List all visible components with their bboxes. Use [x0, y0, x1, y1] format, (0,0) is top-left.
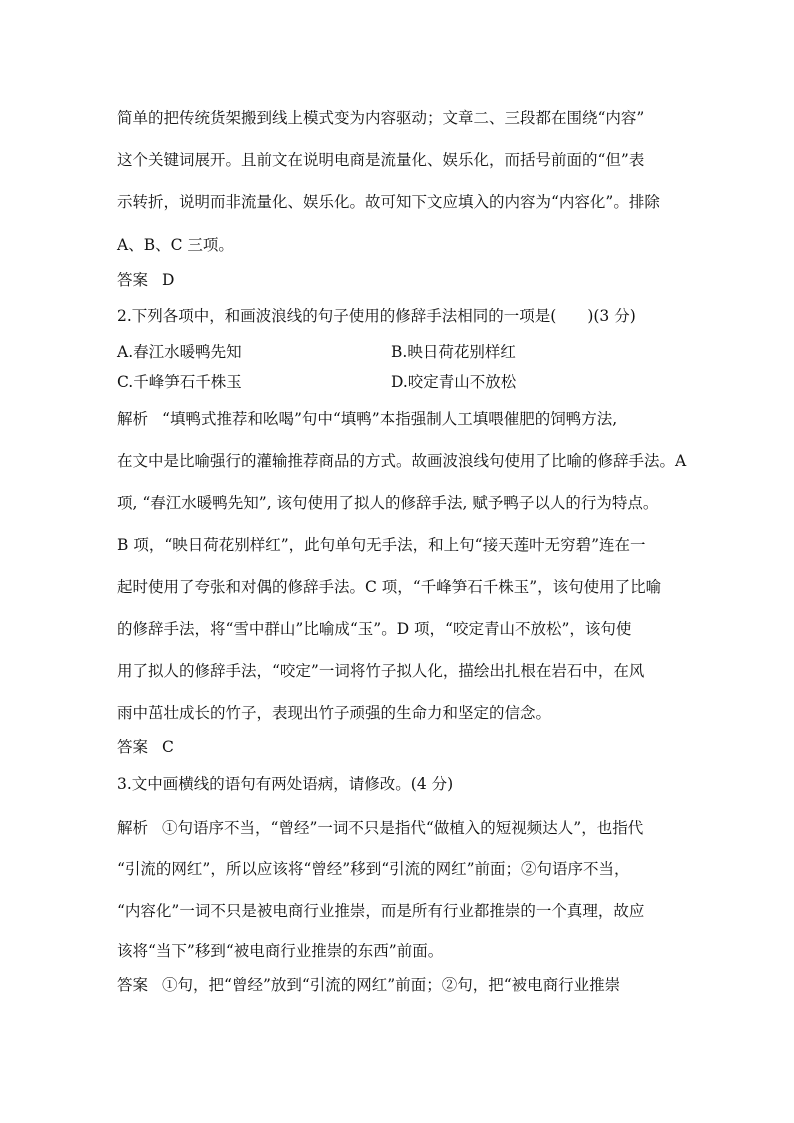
q2-analysis-line: 雨中茁壮成长的竹子，表现出竹子顽强的生命力和坚定的信念。 [117, 704, 552, 722]
q2-option-c: C.千峰笋石千株玉 [117, 373, 242, 391]
q3-question: 3.文中画横线的语句有两处语病，请修改。(4 分) [117, 775, 454, 793]
q2-analysis-line: 的修辞手法，将“雪中群山”比喻成“玉”。D 项，“咬定青山不放松”，该句使 [117, 620, 632, 638]
q2-analysis-line: B 项，“映日荷花别样红”，此句单句无手法，和上句“接天莲叶无穷碧”连在一 [117, 536, 646, 554]
q2-option-a: A.春江水暖鸭先知 [117, 343, 242, 361]
q1-answer [117, 270, 174, 290]
analysis-text: “填鸭式推荐和吆喝”句中“填鸭”本指强制人工填喂催肥的饲鸭方法, [162, 410, 618, 428]
q1-analysis-line: 简单的把传统货架搬到线上模式变为内容驱动；文章二、三段都在围绕“内容” [117, 109, 645, 127]
q3-analysis-line: “内容化”一词不只是被电商行业推崇，而是所有行业都推崇的一个真理，故应 [117, 902, 645, 920]
q1-analysis-line: A、B、C 三项。 [117, 236, 234, 254]
q3-analysis-line: “引流的网红”，所以应该将“曾经”移到“引流的网红”前面；②句语序不当， [117, 860, 630, 878]
q2-analysis-line [117, 409, 617, 429]
answer-label: 答案 [117, 976, 149, 994]
q1-analysis-line: 示转折，说明而非流量化、娱乐化。故可知下文应填入的内容为“内容化”。排除 [117, 193, 660, 211]
q2-analysis-line: 在文中是比喻强行的灌输推荐商品的方式。故画波浪线句使用了比喻的修辞手法。A [117, 452, 687, 470]
q3-analysis-line: 该将“当下”移到“被电商行业推崇的东西”前面。 [117, 942, 444, 960]
q2-analysis-line: 用了拟人的修辞手法，“咬定”一词将竹子拟人化，描绘出扎根在岩石中，在风 [117, 662, 645, 680]
answer-label: 答案 [117, 738, 149, 756]
q2-option-d: D.咬定青山不放松 [391, 373, 517, 391]
analysis-label: 解析 [117, 410, 149, 428]
answer-value: ①句，把“曾经”放到“引流的网红”前面；②句，把“被电商行业推崇 [162, 976, 621, 994]
q2-analysis-line: 项, “春江水暖鸭先知”, 该句使用了拟人的修辞手法, 赋予鸭子以人的行为特点。 [117, 494, 659, 512]
analysis-label: 解析 [117, 819, 149, 837]
answer-label: 答案 [117, 271, 149, 289]
q2-option-b: B.映日荷花别样红 [391, 343, 516, 361]
q3-analysis-line [117, 818, 643, 838]
q1-analysis-line: 这个关键词展开。且前文在说明电商是流量化、娱乐化，而括号前面的“但”表 [117, 151, 645, 169]
answer-value: C [162, 738, 174, 756]
q2-answer [117, 737, 174, 757]
answer-value: D [162, 271, 175, 289]
analysis-text: ①句语序不当，“曾经”一词不只是指代“做植入的短视频达人”，也指代 [162, 819, 644, 837]
q2-analysis-line: 起时使用了夸张和对偶的修辞手法。C 项，“千峰笋石千株玉”，该句使用了比喻 [117, 578, 662, 596]
q3-answer [117, 975, 620, 995]
q2-question: 2.下列各项中，和画波浪线的句子使用的修辞手法相同的一项是( )(3 分) [117, 307, 636, 325]
